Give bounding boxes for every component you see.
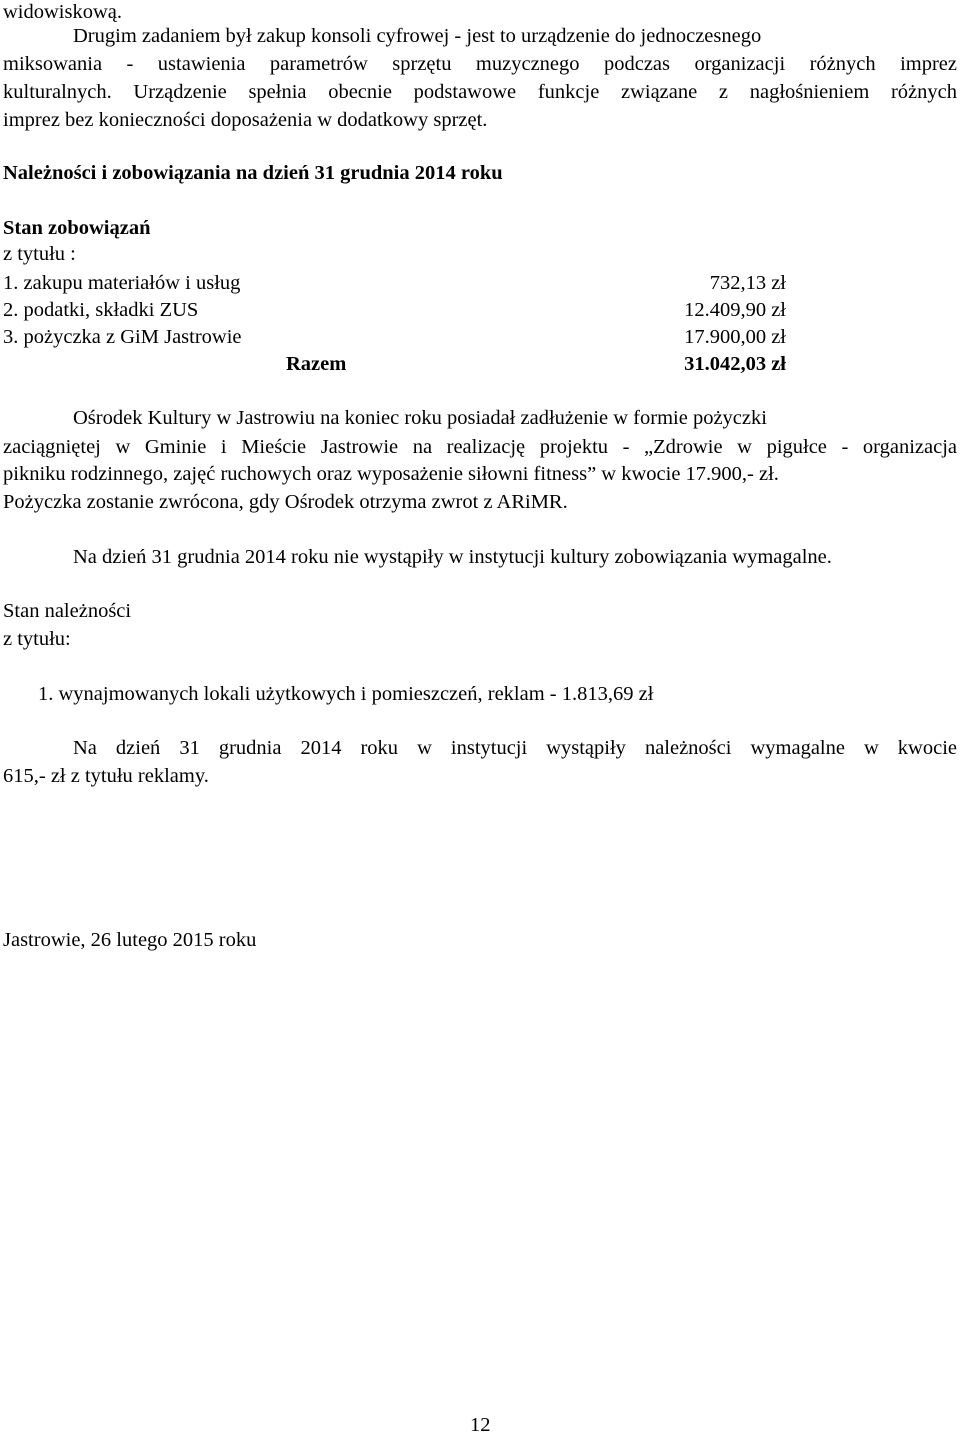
liability-item-amount: 17.900,00 zł: [684, 326, 786, 348]
intro-end-text: widowiskową.: [3, 1, 123, 23]
konsola-paragraph-line-2: miksowania - ustawienia parametrów sprzętu muzycznego podczas organizacji różnych imprez: [3, 53, 957, 75]
section-heading: Należności i zobowiązania na dzień 31 grudnia 2014 roku: [3, 162, 503, 184]
loan-paragraph-line-3: pikniku rodzinnego, zajęć ruchowych oraz wyposażenie siłowni fitness” w kwocie 17.900,- zł.: [3, 463, 779, 485]
loan-paragraph-line-1: Ośrodek Kultury w Jastrowiu na koniec roku posiadał zadłużenie w formie pożyczki: [73, 407, 767, 429]
receivables-subtitle: z tytułu:: [3, 628, 71, 650]
place-and-date: Jastrowie, 26 lutego 2015 roku: [3, 929, 257, 951]
due-receivables-line-1: Na dzień 31 grudnia 2014 roku w instytucji wystąpiły należności wymagalne w kwocie: [73, 737, 957, 759]
loan-paragraph-line-4: Pożyczka zostanie zwrócona, gdy Ośrodek otrzyma zwrot z ARiMR.: [3, 491, 568, 513]
no-due-liabilities-text: Na dzień 31 grudnia 2014 roku nie wystąpiły w instytucji kultury zobowiązania wymagalne.: [73, 546, 832, 568]
page-number: 12: [470, 1414, 491, 1436]
konsola-paragraph-line-4: imprez bez konieczności doposażenia w dodatkowy sprzęt.: [3, 109, 488, 131]
liabilities-subtitle: z tytułu :: [3, 243, 76, 265]
liability-item-label: 2. podatki, składki ZUS: [3, 299, 199, 321]
liabilities-total-label: Razem: [286, 353, 347, 375]
liability-item-amount: 732,13 zł: [709, 272, 786, 294]
konsola-paragraph-line-3: kulturalnych. Urządzenie spełnia obecnie podstawowe funkcje związane z nagłośnieniem różnych: [3, 81, 957, 103]
loan-paragraph-line-2: zaciągniętej w Gminie i Mieście Jastrowie na realizację projektu - „Zdrowie w pigułce - organizacja: [3, 436, 957, 458]
liability-item-label: 1. zakupu materiałów i usług: [3, 272, 241, 294]
liability-item-amount: 12.409,90 zł: [684, 299, 786, 321]
receivables-title: Stan należności: [3, 600, 132, 622]
konsola-paragraph-line-1: Drugim zadaniem był zakup konsoli cyfrowej - jest to urządzenie do jednoczesnego: [73, 25, 762, 47]
liability-item-label: 3. pożyczka z GiM Jastrowie: [3, 326, 242, 348]
liabilities-title: Stan zobowiązań: [3, 217, 151, 239]
liabilities-total-amount: 31.042,03 zł: [684, 353, 786, 375]
due-receivables-line-2: 615,- zł z tytułu reklamy.: [3, 765, 209, 787]
receivable-item: 1. wynajmowanych lokali użytkowych i pomieszczeń, reklam - 1.813,69 zł: [38, 683, 654, 705]
